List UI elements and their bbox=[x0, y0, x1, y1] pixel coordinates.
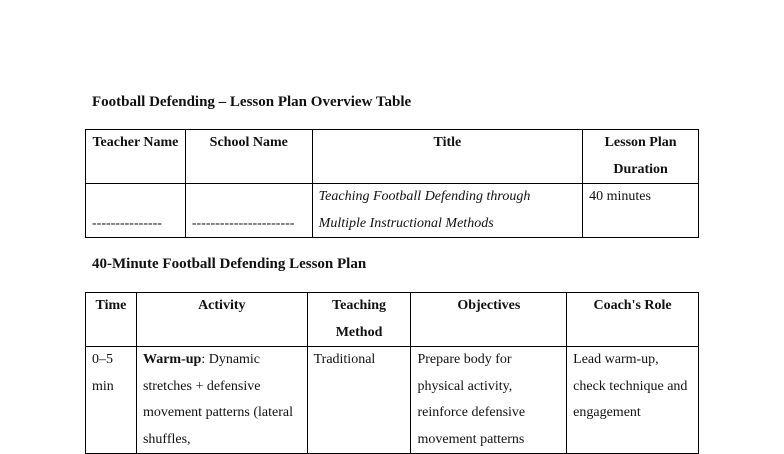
header-teaching-method: Teaching Method bbox=[307, 293, 411, 347]
cell-school: ---------------------- bbox=[185, 184, 312, 238]
cell-duration: 40 minutes bbox=[583, 184, 699, 238]
header-time: Time bbox=[86, 293, 137, 347]
activity-description: : Dynamic stretches + defensive movement patterns (lateral shuffles, bbox=[142, 352, 294, 447]
plan-header-row bbox=[86, 293, 699, 347]
cell-title: Teaching Football Defending through Multiple Instructional Methods bbox=[312, 184, 582, 238]
plan-table bbox=[85, 292, 699, 454]
overview-heading: Football Defending – Lesson Plan Overview Table bbox=[92, 94, 412, 110]
header-objectives: Objectives bbox=[411, 293, 567, 347]
header-title: Title bbox=[312, 130, 582, 184]
cell-teacher: --------------- bbox=[86, 184, 186, 238]
plan-row bbox=[86, 347, 699, 454]
cell-activity bbox=[136, 347, 307, 454]
cell-objectives: Prepare body for physical activity, reinforce defensive movement patterns bbox=[411, 347, 567, 454]
overview-table bbox=[85, 129, 699, 238]
cell-time: 0–5 min bbox=[86, 347, 137, 454]
header-duration: Lesson Plan Duration bbox=[583, 130, 699, 184]
cell-method: Traditional bbox=[307, 347, 411, 454]
header-coach-role: Coach's Role bbox=[567, 293, 699, 347]
header-school-name: School Name bbox=[185, 130, 312, 184]
activity-title: Warm-up bbox=[142, 352, 202, 367]
cell-coach-role: Lead warm-up, check technique and engagement bbox=[567, 347, 699, 454]
header-teacher-name: Teacher Name bbox=[86, 130, 186, 184]
overview-header-row bbox=[86, 130, 699, 184]
plan-heading: 40-Minute Football Defending Lesson Plan bbox=[92, 256, 367, 272]
header-activity: Activity bbox=[136, 293, 307, 347]
overview-data-row bbox=[86, 184, 699, 238]
